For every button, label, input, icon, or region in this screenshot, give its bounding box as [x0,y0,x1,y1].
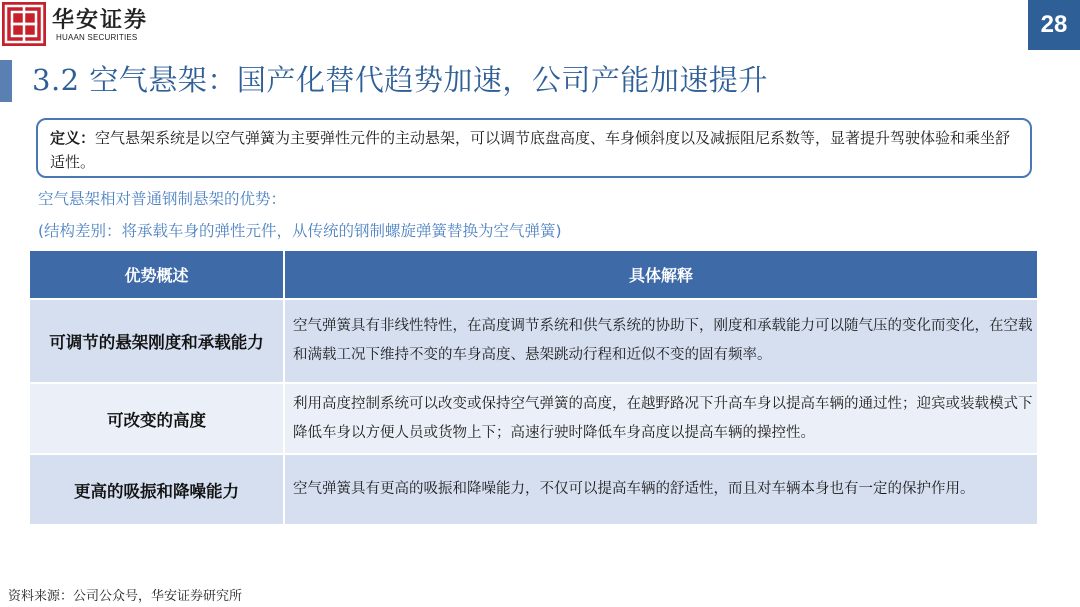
page-number: 28 [1028,0,1080,50]
logo-chinese-text: 华安证券 [52,7,149,33]
row-name: 可调节的悬架刚度和承载能力 [30,300,283,382]
definition-label: 定义： [50,129,96,147]
row-name: 更高的吸振和降噪能力 [30,455,283,524]
row-desc: 利用高度控制系统可以改变或保持空气弹簧的高度，在越野路况下升高车身以提高车辆的通过性；迎宾或装载模式下降低车身以方便人员或货物上下；高速行驶时降低车身高度以提高车辆的操控性。 [285,384,1037,453]
row-desc: 空气弹簧具有非线性特性，在高度调节系统和供气系统的协助下，刚度和承载能力可以随气压的变化而变化，在空载和满载工况下维持不变的车身高度、悬架跳动行程和近似不变的固有频率。 [285,300,1037,382]
structure-note: (结构差别：将承载车身的弹性元件，从传统的钢制螺旋弹簧替换为空气弹簧) [38,222,562,240]
huaan-logo-icon [2,2,46,46]
slide-title: 3.2 空气悬架：国产化替代趋势加速，公司产能加速提升 [32,63,768,97]
header-explanation: 具体解释 [285,251,1037,298]
table-row [30,300,1037,382]
table-row [30,384,1037,453]
title-accent-bar [0,60,12,102]
table-row [30,455,1037,524]
row-desc: 空气弹簧具有更高的吸振和降噪能力，不仅可以提高车辆的舒适性，而且对车辆本身也有一定的保护作用。 [285,455,1037,524]
logo-english-text: HUAAN SECURITIES [56,33,138,42]
header-overview: 优势概述 [30,251,283,298]
source-footnote: 资料来源：公司公众号，华安证券研究所 [8,589,243,604]
advantages-table [30,251,1037,524]
advantages-subtitle: 空气悬架相对普通钢制悬架的优势： [38,190,287,208]
table-header-row [30,251,1037,298]
definition-text: 空气悬架系统是以空气弹簧为主要弹性元件的主动悬架，可以调节底盘高度、车身倾斜度以及减振阻尼系数等，显著提升驾驶体验和乘坐舒适性。 [50,129,1011,171]
definition-box [36,118,1032,178]
row-name: 可改变的高度 [30,384,283,453]
